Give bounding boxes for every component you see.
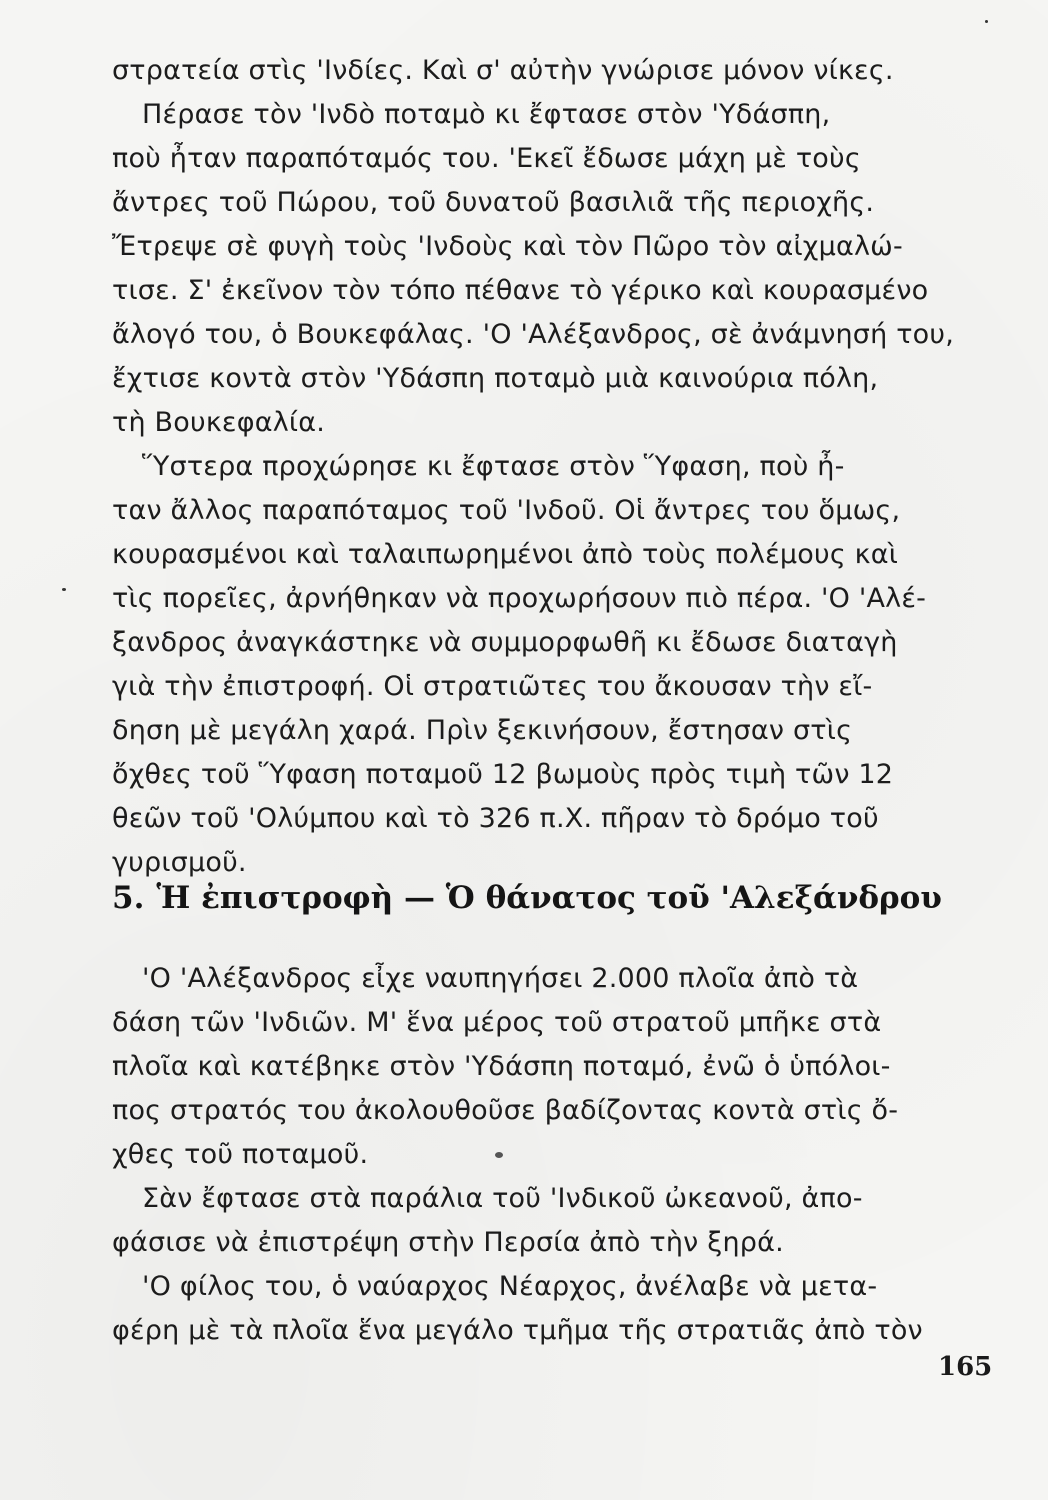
text-line: δηση μὲ μεγάλη χαρά. Πρὶν ξεκινήσουν, ἔστησαν στὶς xyxy=(112,715,853,746)
section-number: 5. xyxy=(112,880,145,916)
text-line: Ἔτρεψε σὲ φυγὴ τοὺς 'Ινδοὺς καὶ τὸν Πῶρο τὸν αἰχμαλώ- xyxy=(112,231,903,262)
text-line: Ὕστερα προχώρησε κι ἔφτασε στὸν Ὕφαση, ποὺ ἦ- xyxy=(142,451,845,482)
text-line: ταν ἄλλος παραπόταμος τοῦ 'Ινδοῦ. Οἱ ἄντρες του ὅμως, xyxy=(112,495,901,526)
text-line: δάση τῶν 'Ινδιῶν. Μ' ἕνα μέρος τοῦ στρατοῦ μπῆκε στὰ xyxy=(112,1007,882,1038)
text-line: ἄντρες τοῦ Πώρου, τοῦ δυνατοῦ βασιλιᾶ τῆς περιοχῆς. xyxy=(112,187,875,218)
text-line: τὴ Βουκεφαλία. xyxy=(112,407,326,438)
text-line: ποὺ ἦταν παραπόταμός του. 'Εκεῖ ἔδωσε μάχη μὲ τοὺς xyxy=(112,143,861,174)
section-heading xyxy=(112,880,942,916)
text-line: στρατεία στὶς 'Ινδίες. Καὶ σ' αὐτὴν γνώρισε μόνον νίκες. xyxy=(112,55,894,86)
text-line: χθες τοῦ ποταμοῦ. xyxy=(112,1139,369,1170)
text-line: τισε. Σ' ἐκεῖνον τὸν τόπο πέθανε τὸ γέρικο καὶ κουρασμένο xyxy=(112,275,929,306)
print-speck xyxy=(495,1152,503,1158)
section-title: Ἡ ἐπιστροφὴ — Ὁ θάνατος τοῦ 'Αλεξάνδρου xyxy=(156,880,942,916)
text-line: 'Ο 'Αλέξανδρος εἶχε ναυπηγήσει 2.000 πλοῖα ἀπὸ τὰ xyxy=(142,963,859,994)
print-speck xyxy=(62,588,66,591)
text-line: ξανδρος ἀναγκάστηκε νὰ συμμορφωθῆ κι ἔδωσε διαταγὴ xyxy=(112,627,898,658)
text-line: ἄλογό του, ὁ Βουκεφάλας. 'Ο 'Αλέξανδρος, σὲ ἀνάμνησή του, xyxy=(112,319,954,350)
text-line: θεῶν τοῦ 'Ολύμπου καὶ τὸ 326 π.Χ. πῆραν τὸ δρόμο τοῦ xyxy=(112,803,879,834)
text-line: γυρισμοῦ. xyxy=(112,847,247,878)
text-line: φάσισε νὰ ἐπιστρέψη στὴν Περσία ἀπὸ τὴν ξηρά. xyxy=(112,1227,784,1258)
text-line: 'Ο φίλος του, ὁ ναύαρχος Νέαρχος, ἀνέλαβε νὰ μετα- xyxy=(142,1271,878,1302)
text-line: πος στρατός του ἀκολουθοῦσε βαδίζοντας κοντὰ στὶς ὄ- xyxy=(112,1095,899,1126)
text-line: γιὰ τὴν ἐπιστροφή. Οἱ στρατιῶτες του ἄκουσαν τὴν εἴ- xyxy=(112,671,873,702)
text-line: φέρη μὲ τὰ πλοῖα ἕνα μεγάλο τμῆμα τῆς στρατιᾶς ἀπὸ τὸν xyxy=(112,1315,923,1346)
text-line: τὶς πορεῖες, ἀρνήθηκαν νὰ προχωρήσουν πιὸ πέρα. 'Ο 'Αλέ- xyxy=(112,583,927,614)
text-line: κουρασμένοι καὶ ταλαιπωρημένοι ἀπὸ τοὺς πολέμους καὶ xyxy=(112,539,899,570)
text-line: ὄχθες τοῦ Ὕφαση ποταμοῦ 12 βωμοὺς πρὸς τιμὴ τῶν 12 xyxy=(112,759,894,790)
text-line: πλοῖα καὶ κατέβηκε στὸν 'Υδάσπη ποταμό, ἐνῶ ὁ ὑπόλοι- xyxy=(112,1051,891,1082)
print-speck xyxy=(985,20,988,23)
text-line: Σὰν ἔφτασε στὰ παράλια τοῦ 'Ινδικοῦ ὠκεανοῦ, ἀπο- xyxy=(142,1183,863,1214)
text-line: Πέρασε τὸν 'Ινδὸ ποταμὸ κι ἔφτασε στὸν 'Υδάσπη, xyxy=(142,99,831,130)
text-line: ἔχτισε κοντὰ στὸν 'Υδάσπη ποταμὸ μιὰ καινούρια πόλη, xyxy=(112,363,879,394)
page-number: 165 xyxy=(938,1352,993,1382)
